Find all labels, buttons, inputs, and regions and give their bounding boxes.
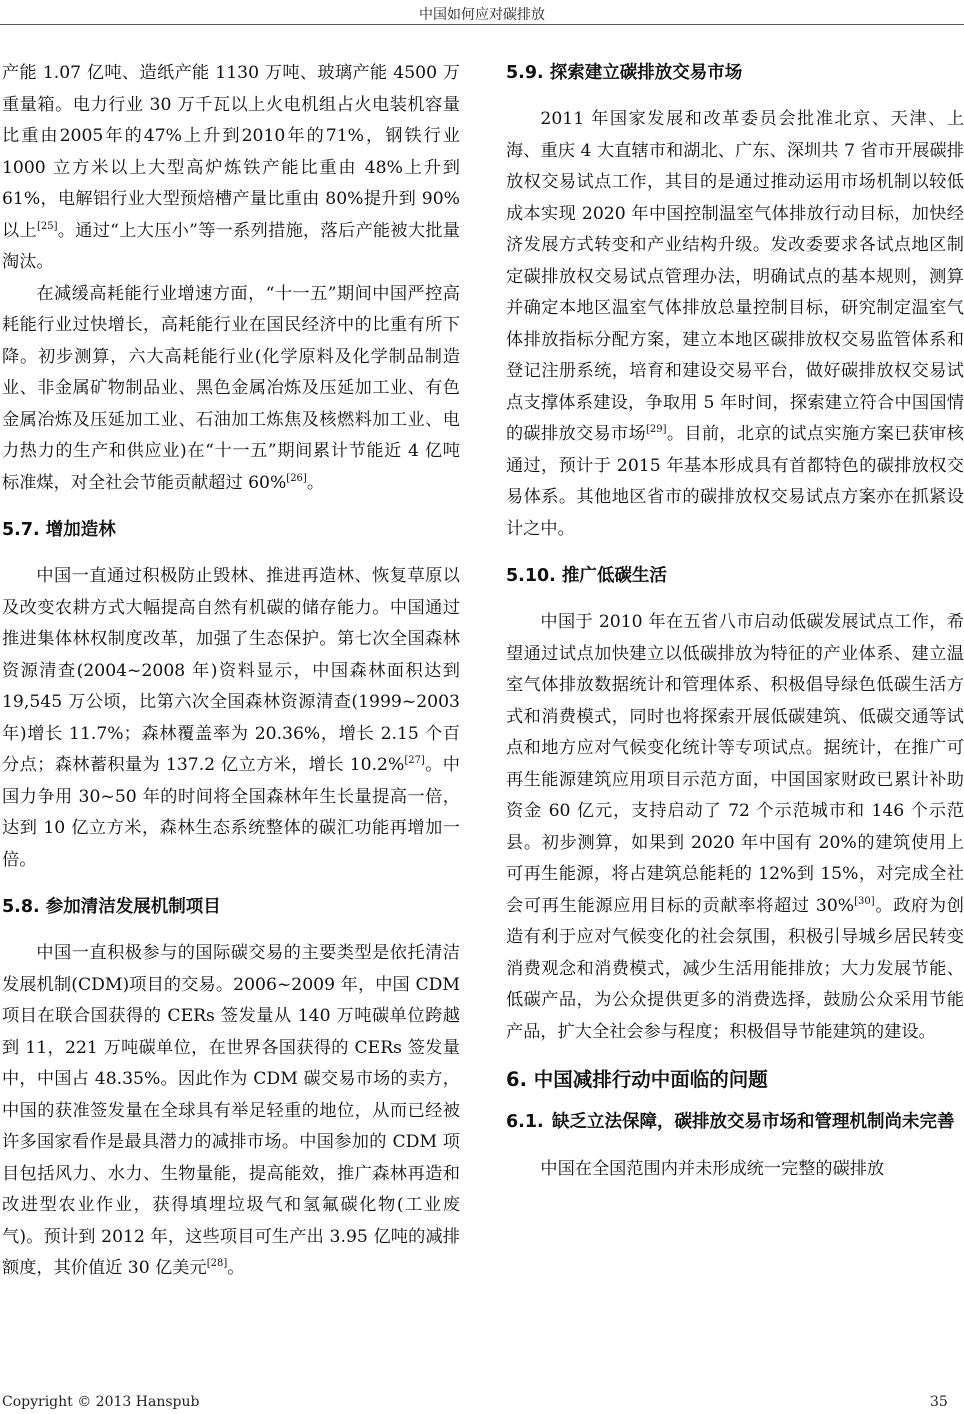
paragraph: 中国在全国范围内并未形成统一完整的碳排放 xyxy=(540,1159,885,1179)
paragraph: 2011 年国家发展和改革委员会批准北京、天津、上海、重庆 4 大直辖市和湖北、广东、深圳共 7 省市开展碳排放权交易试点工作，其目的是通过推动运用市场机制以较低成本实现 2020 年中国控制温室气体排放行动目标，加快经济发展方式转变和产业结构升级。发改委要求各试点地区制定碳排放权交易试点管理办法，明确试点的基本规则，测算并确定本地区温室气体排放总量控制目标，研究制定温室气体排放指标分配方案，建立本地区碳排放权交易监管体系和登记注册系统，培育和建设交易平台，做好碳排放权交易试点支撑体系建设，争取用 5 年时间，探索建立符合中国国情的碳排放交易市场[29]。目前，北京的试点实施方案已获审核通过，预计于 2015 年基本形成具有首都特色的碳排放权交易体系。其他地区省市的碳排放权交易试点方案亦在抓紧设计之中。 xyxy=(506,109,964,539)
section-number: 6.1. xyxy=(506,1112,544,1132)
section-heading-5-8: 5.8. 参加清洁发展机制项目 xyxy=(2,897,221,917)
paragraph: 中国一直通过积极防止毁林、推进再造林、恢复草原以及改变农耕方式大幅提高自然有机碳的储存能力。中国通过推进集体林权制度改革，加强了生态保护。第七次全国森林资源清查(2004~2008 年)资料显示，中国森林面积达到 19,545 万公顷，比第六次全国森林资源清查(1999~2003 年)增长 11.7%；森林覆盖率为 20.36%，增长 2.15 个百分点；森林蓄积量为 137.2 亿立方米，增长 10.2%[27]。中国力争用 30~50 年的时间将全国森林年生长量提高一倍，达到 10 亿立方米，森林生态系统整体的碳汇功能再增加一倍。 xyxy=(2,566,460,870)
section-title: 缺乏立法保障，碳排放交易市场和管理机制尚未完善 xyxy=(552,1112,955,1132)
paragraph: 产能 1.07 亿吨、造纸产能 1130 万吨、玻璃产能 4500 万重量箱。电力行业 30 万千瓦以上火电机组占火电装机容量比重由2005年的47%上升到2010年的71%，钢铁行业 1000 立方米以上大型高炉炼铁产能比重由 48%上升到 61%，电解铝行业大型预焙槽产量比重由 80%提升到 90%以上[25]。通过“上大压小”等一系列措施，落后产能被大批量淘汰。 xyxy=(2,63,460,272)
citation[interactable]: [26] xyxy=(286,472,307,484)
header-rule xyxy=(0,24,964,25)
section-heading-6-1 xyxy=(506,1106,964,1138)
citation[interactable]: [30] xyxy=(854,895,875,907)
citation[interactable]: [27] xyxy=(404,755,425,766)
paragraph: 中国一直积极参与的国际碳交易的主要类型是依托清洁发展机制(CDM)项目的交易。2006~2009 年，中国 CDM 项目在联合国获得的 CERs 签发量从 140 万吨碳单位跨越到 11，221 万吨碳单位，在世界各国获得的 CERs 签发量中，中国占 48.35%。因此作为 CDM 碳交易市场的卖方，中国的获准签发量在全球具有举足轻重的地位，从而已经被许多国家看作是最具潜力的减排市场。中国参加的 CDM 项目包括风力、水力、生物量能，提高能效，推广森林再造和改进型农业作业，获得填埋垃圾气和氢氟碳化物(工业废气)。预计到 2012 年，这些项目可生产出 3.95 亿吨的减排额度，其价值近 30 亿美元[28]。 xyxy=(2,943,460,1278)
section-heading-5-7: 5.7. 增加造林 xyxy=(2,520,116,540)
paragraph: 在减缓高耗能行业增速方面，“十一五”期间中国严控高耗能行业过快增长，高耗能行业在国民经济中的比重有所下降。初步测算，六大高耗能行业(化学原料及化学制品制造业、非金属矿物制品业、黑色金属冶炼及压延加工业、有色金属冶炼及压延加工业、石油加工炼焦及核燃料加工业、电力热力的生产和供应业)在“十一五”期间累计节能近 4 亿吨标准煤，对全社会节能贡献超过 60%[26]。 xyxy=(2,283,460,493)
copyright: Copyright © 2013 Hanspub xyxy=(2,1394,200,1410)
paragraph: 中国于 2010 年在五省八市启动低碳发展试点工作，希望通过试点加快建立以低碳排放为特征的产业体系、建立温室气体排放数据统计和管理体系、积极倡导绿色低碳生活方式和消费模式，同时也将探索开展低碳建筑、低碳交通等试点和地方应对气候变化统计等专项试点。据统计，在推广可再生能源建筑应用项目示范方面，中国国家财政已累计补助资金 60 亿元，支持启动了 72 个示范城市和 146 个示范县。初步测算，如果到 2020 年中国有 20%的建筑使用上可再生能源，将占建筑总能耗的 12%到 15%，对完成全社会可再生能源应用目标的贡献率将超过 30%[30]。政府为创造有利于应对气候变化的社会氛围，积极引导城乡居民转变消费观念和消费模式，减少生活用能排放；大力发展节能、低碳产品，为公众提供更多的消费选择，鼓励公众采用节能产品，扩大全社会参与程度；积极倡导节能建筑的建设。 xyxy=(506,612,964,1042)
running-title: 中国如何应对碳排放 xyxy=(419,7,545,23)
citation[interactable]: [25] xyxy=(36,220,58,232)
page-number: 35 xyxy=(930,1394,948,1410)
citation[interactable]: [28] xyxy=(206,1258,228,1269)
right-column xyxy=(506,58,964,1186)
section-heading-5-9: 5.9. 探索建立碳排放交易市场 xyxy=(506,63,743,83)
left-column xyxy=(2,58,460,1285)
section-heading-6: 6. 中国减排行动中面临的问题 xyxy=(506,1068,768,1091)
citation[interactable]: [29] xyxy=(645,424,667,435)
section-heading-5-10: 5.10. 推广低碳生活 xyxy=(506,566,667,586)
